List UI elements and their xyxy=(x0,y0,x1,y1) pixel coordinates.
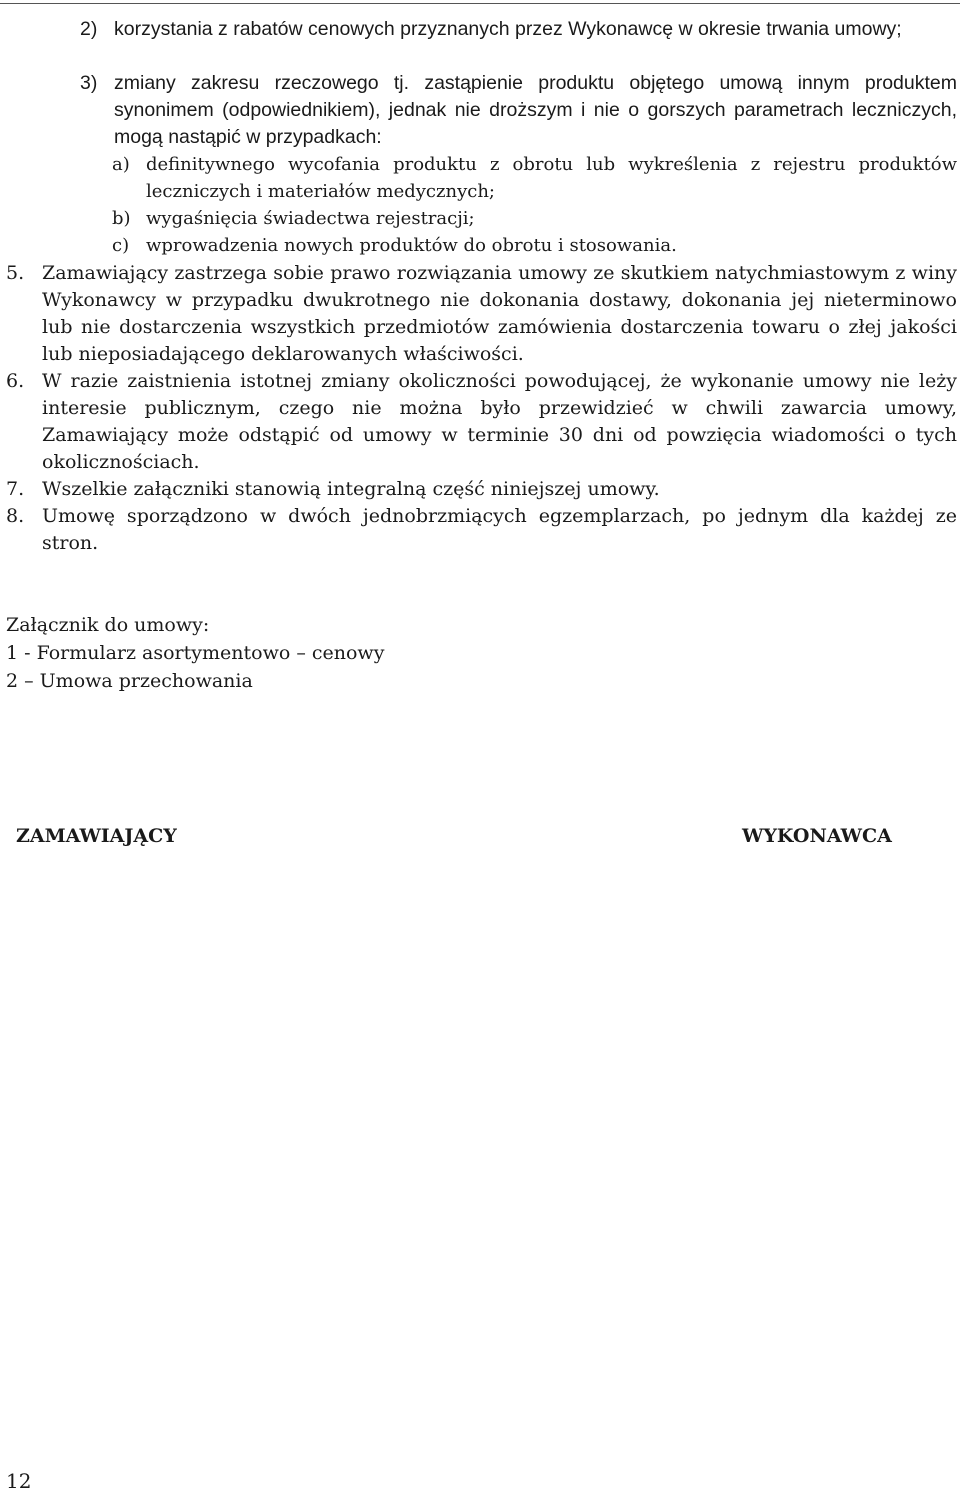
numbered-paragraph-6 xyxy=(6,368,957,476)
attachment-item: 2 – Umowa przechowania xyxy=(6,670,253,692)
subitem-text: wprowadzenia nowych produktów do obrotu i stosowania. xyxy=(146,235,677,256)
list-item-2 xyxy=(80,16,957,43)
numbered-paragraph-5 xyxy=(6,260,957,368)
list-item-text: korzystania z rabatów cenowych przyznanych przez Wykonawcę w okresie trwania umowy; xyxy=(114,18,902,40)
paragraph-number: 7. xyxy=(6,478,25,500)
paragraph-number: 8. xyxy=(6,505,25,527)
numbered-paragraph-8 xyxy=(6,503,957,557)
list-item-3 xyxy=(80,70,957,151)
attachment-item: 1 - Formularz asortymentowo – cenowy xyxy=(6,642,385,664)
page-number: 12 xyxy=(6,1469,32,1493)
subitem-text: wygaśnięcia świadectwa rejestracji; xyxy=(146,208,475,229)
paragraph-text: Zamawiający zastrzega sobie prawo rozwiązania umowy ze skutkiem natychmiastowym z winy Wykonawcy w przypadku dwukrotnego nie dokonania dostawy, dokonania jej nieterminowo lub nie dostarczenia wszystkich przedmiotów zamówienia dostarczenia towaru o złej jakości lub nieposiadającego deklarowanych właściwości. xyxy=(42,262,957,365)
list-item-text: zmiany zakresu rzeczowego tj. zastąpienie produktu objętego umową innym produktem synonimem (odpowiednikiem), jednak nie droższym i nie o gorszych parametrach leczniczych, mogą nastąpić w przypadkach: xyxy=(114,72,957,148)
subitem-c xyxy=(112,232,957,259)
attachments-heading: Załącznik do umowy: xyxy=(6,614,210,636)
list-item-number: 2) xyxy=(80,18,98,40)
paragraph-text: Umowę sporządzono w dwóch jednobrzmiących egzemplarzach, po jednym dla każdej ze stron. xyxy=(42,505,957,554)
subitem-label: b) xyxy=(112,208,131,229)
paragraph-text: Wszelkie załączniki stanowią integralną część niniejszej umowy. xyxy=(42,478,660,500)
attachments-block xyxy=(6,611,384,695)
subitem-label: a) xyxy=(112,154,130,175)
paragraph-number: 5. xyxy=(6,262,25,284)
subitem-b xyxy=(112,205,957,232)
subitem-label: c) xyxy=(112,235,130,256)
paragraph-number: 6. xyxy=(6,370,25,392)
numbered-paragraph-7 xyxy=(6,476,957,503)
signature-contractor: WYKONAWCA xyxy=(742,825,892,847)
signature-ordering-party: ZAMAWIAJĄCY xyxy=(16,825,177,847)
subitem-text: definitywnego wycofania produktu z obrotu lub wykreślenia z rejestru produktów leczniczych i materiałów medycznych; xyxy=(146,154,957,202)
subitem-a xyxy=(112,151,957,205)
list-item-number: 3) xyxy=(80,72,98,94)
paragraph-text: W razie zaistnienia istotnej zmiany okoliczności powodującej, że wykonanie umowy nie leży interesie publicznym, czego nie można było przewidzieć w chwili zawarcia umowy, Zamawiający może odstąpić od umowy w terminie 30 dni od powzięcia wiadomości o tych okolicznościach. xyxy=(42,370,957,473)
